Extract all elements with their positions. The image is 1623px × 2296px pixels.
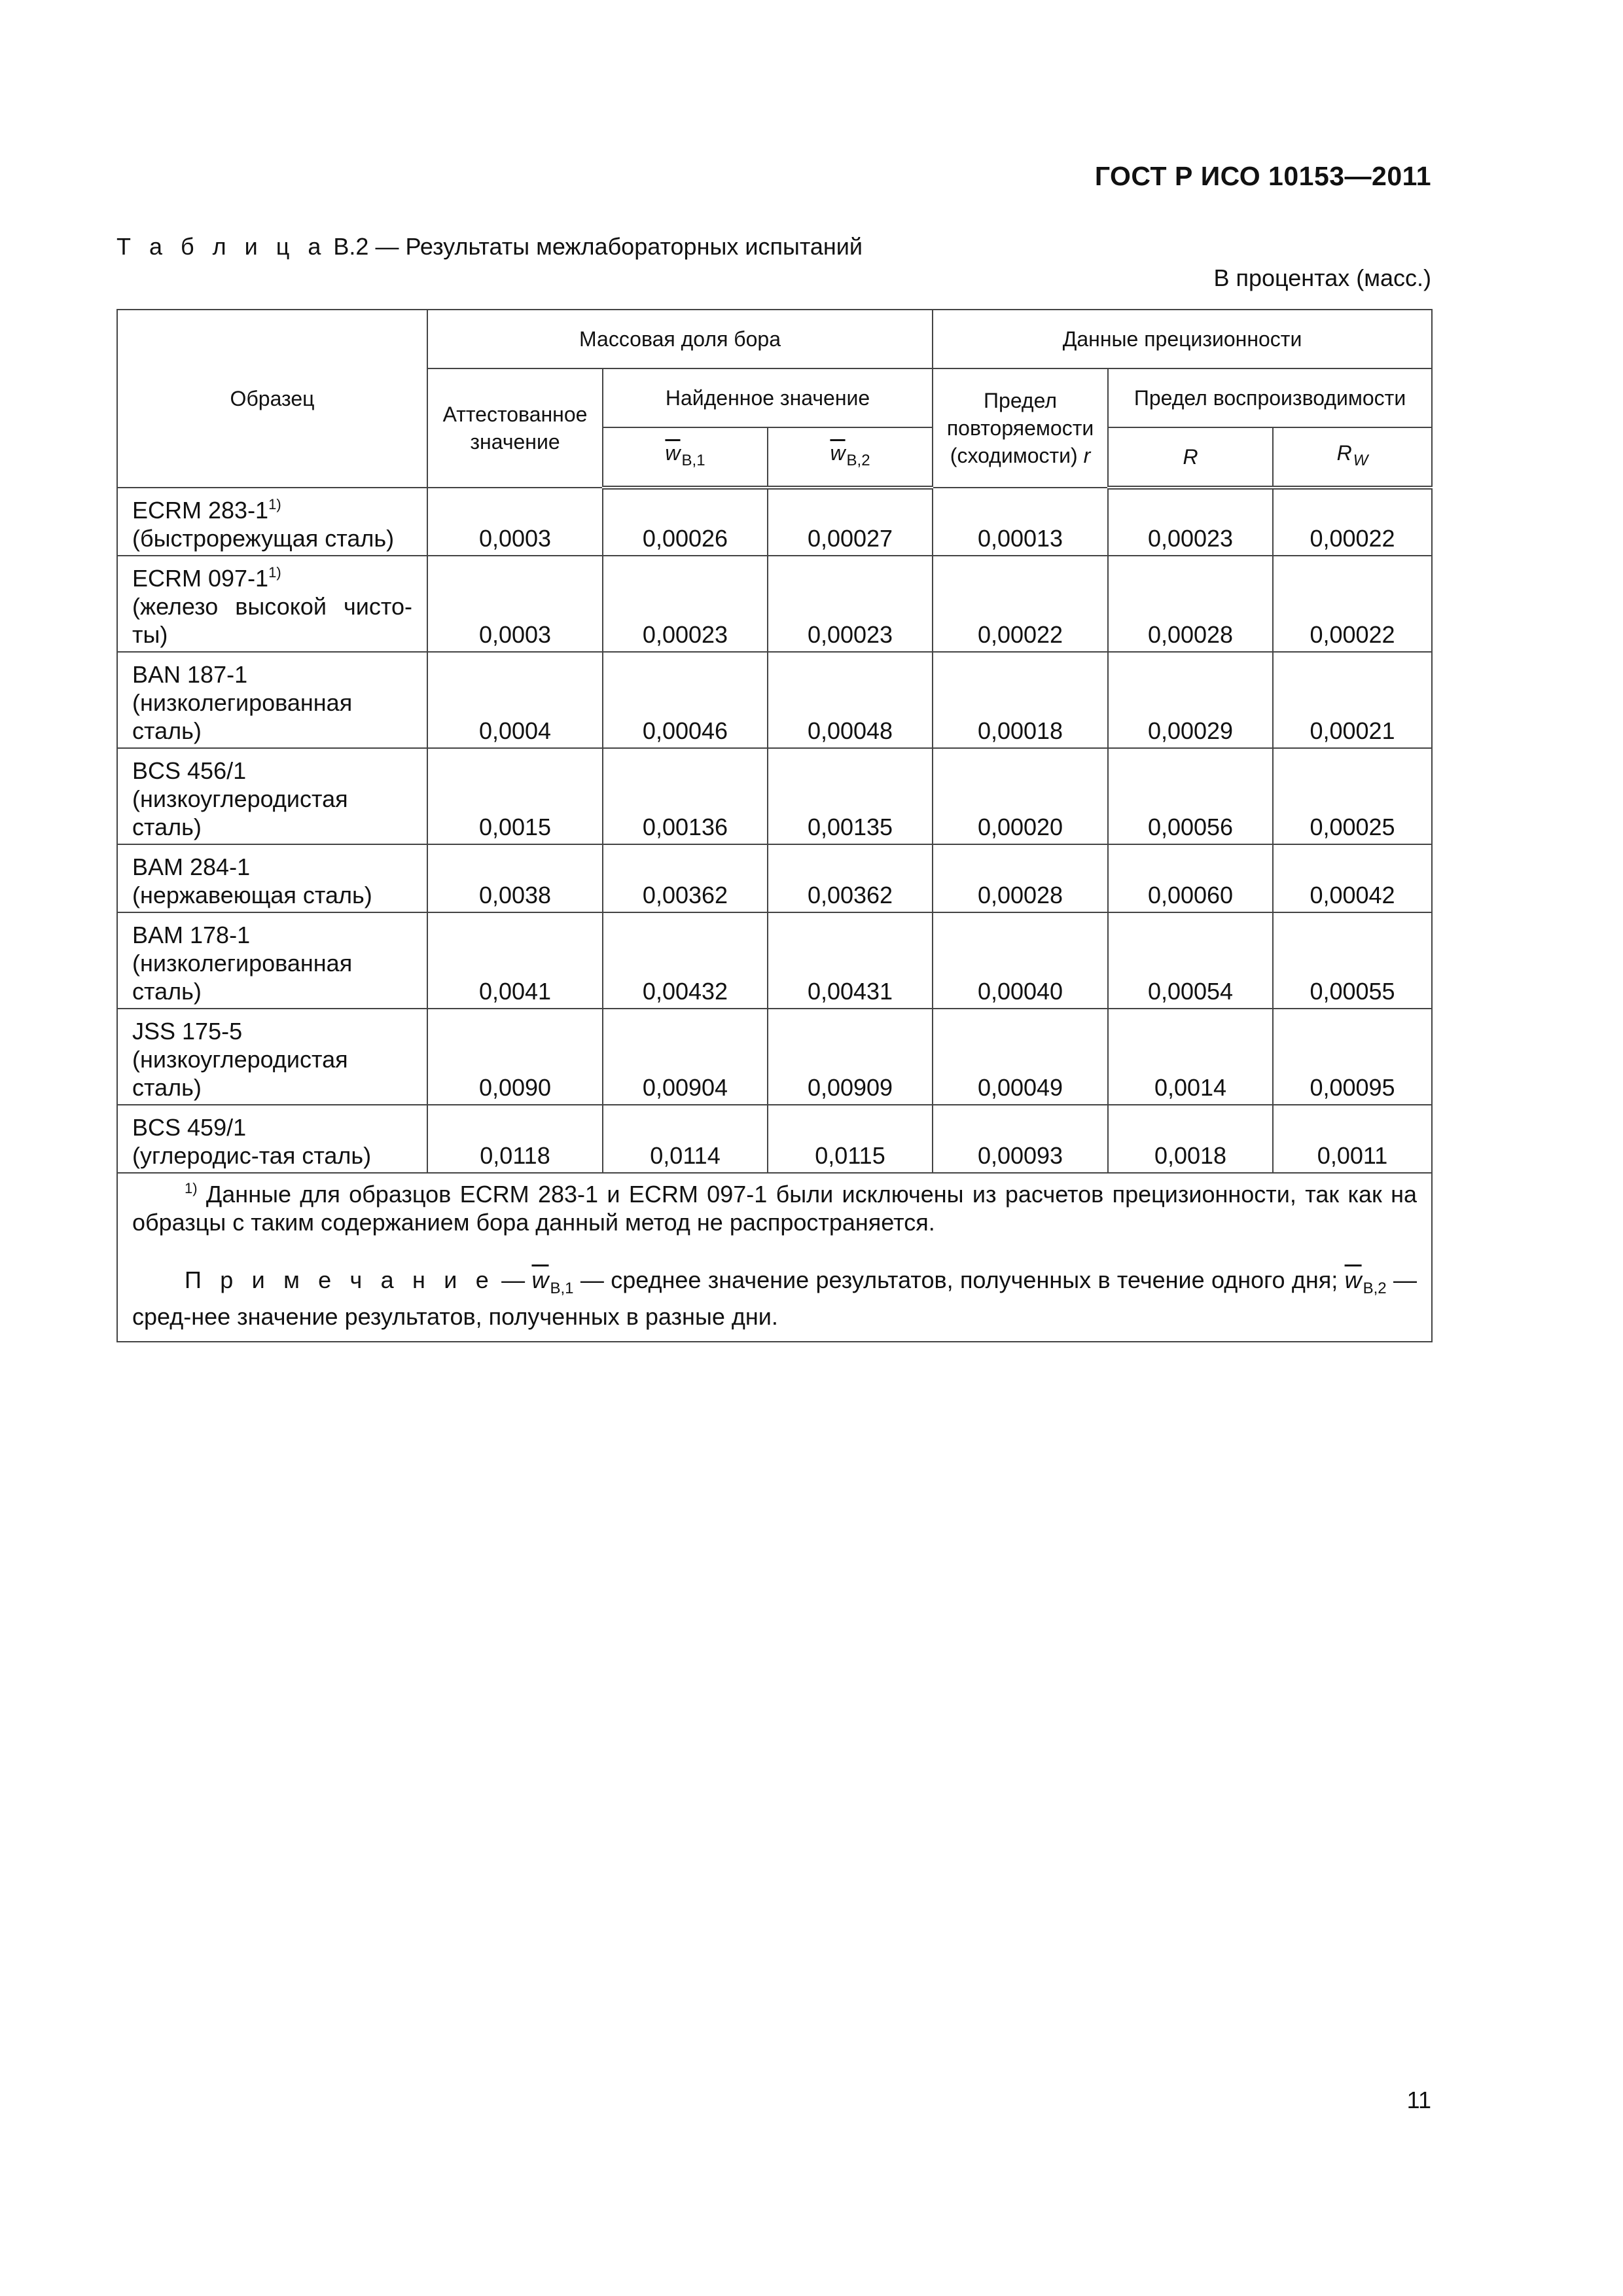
footnote-ref: 1) — [268, 496, 281, 512]
sample-code: ECRM 283-1 — [132, 497, 269, 524]
cell-sample — [117, 488, 427, 556]
cell-certified: 0,0003 — [427, 488, 603, 556]
sample-code: JSS 175-5 — [132, 1018, 243, 1045]
cell-w1: 0,00023 — [603, 556, 768, 652]
cell-certified: 0,0090 — [427, 1009, 603, 1105]
cell-sample — [117, 748, 427, 844]
cell-r: 0,00040 — [933, 912, 1108, 1009]
table-row — [117, 1009, 1432, 1105]
cell-w1: 0,00026 — [603, 488, 768, 556]
header-precision-data: Данные прецизионности — [933, 310, 1432, 368]
cell-certified: 0,0038 — [427, 844, 603, 912]
cell-R: 0,00060 — [1108, 844, 1273, 912]
cell-w2: 0,00431 — [768, 912, 933, 1009]
cell-sample — [117, 844, 427, 912]
cell-certified: 0,0004 — [427, 652, 603, 748]
header-found-value: Найденное значение — [603, 368, 933, 427]
note-text-2: — сред-нее значение результатов, полученных в разные дни. — [132, 1266, 1417, 1330]
cell-sample — [117, 652, 427, 748]
table-row — [117, 488, 1432, 556]
header-R: R — [1108, 427, 1273, 488]
table-row — [117, 1105, 1432, 1173]
table-row — [117, 912, 1432, 1009]
header-boron-mass-fraction: Массовая доля бора — [427, 310, 933, 368]
w-symbol: $\overline{w}$ — [1344, 1266, 1362, 1293]
cell-R: 0,00029 — [1108, 652, 1273, 748]
cell-R: 0,00028 — [1108, 556, 1273, 652]
cell-Rw: 0,00025 — [1273, 748, 1432, 844]
header-w-b2 — [768, 427, 933, 488]
note-dash: — — [501, 1266, 526, 1293]
notes-cell — [117, 1173, 1432, 1342]
sample-description: (низколегированная сталь) — [132, 689, 353, 744]
table-caption-text: — Результаты межлабораторных испытаний — [375, 233, 863, 260]
sample-code: ECRM 097-1 — [132, 565, 269, 592]
note — [132, 1266, 1417, 1331]
header-w-b1 — [603, 427, 768, 488]
cell-Rw: 0,00042 — [1273, 844, 1432, 912]
table-body — [117, 488, 1432, 1173]
cell-r: 0,00049 — [933, 1009, 1108, 1105]
cell-w2: 0,00048 — [768, 652, 933, 748]
cell-R: 0,0014 — [1108, 1009, 1273, 1105]
header-Rw — [1273, 427, 1432, 488]
table-caption — [116, 233, 863, 260]
repeatability-symbol: r — [1083, 444, 1091, 467]
cell-certified: 0,0015 — [427, 748, 603, 844]
sample-description: (низкоуглеродистая сталь) — [132, 785, 348, 840]
Rw-subscript: W — [1353, 452, 1368, 469]
cell-w2: 0,00362 — [768, 844, 933, 912]
sample-code: BAN 187-1 — [132, 661, 248, 688]
cell-w2: 0,0115 — [768, 1105, 933, 1173]
cell-w2: 0,00909 — [768, 1009, 933, 1105]
note-w-b2-subscript: B,2 — [1363, 1280, 1387, 1297]
cell-R: 0,0018 — [1108, 1105, 1273, 1173]
w-symbol: $\overline{w}$ — [830, 441, 846, 465]
footnote-marker: 1) — [185, 1180, 198, 1196]
note-text-1: — среднее значение результатов, полученных в течение одного дня; — [580, 1266, 1338, 1293]
header-sample: Образец — [117, 310, 427, 488]
document-header: ГОСТ Р ИСО 10153—2011 — [1094, 161, 1431, 191]
cell-Rw: 0,00022 — [1273, 488, 1432, 556]
w-b1-subscript: B,1 — [681, 452, 705, 469]
footnote-ref: 1) — [268, 564, 281, 581]
cell-r: 0,00028 — [933, 844, 1108, 912]
cell-R: 0,00054 — [1108, 912, 1273, 1009]
cell-Rw: 0,00095 — [1273, 1009, 1432, 1105]
sample-code: BCS 459/1 — [132, 1114, 247, 1141]
header-certified-value: Аттестованное значение — [427, 368, 603, 488]
cell-r: 0,00018 — [933, 652, 1108, 748]
w-symbol: $\overline{w}$ — [665, 441, 681, 465]
cell-Rw: 0,0011 — [1273, 1105, 1432, 1173]
cell-R: 0,00023 — [1108, 488, 1273, 556]
sample-description: (нержавеющая сталь) — [132, 882, 372, 908]
Rw-symbol: R — [1336, 441, 1352, 465]
sample-code: BCS 456/1 — [132, 757, 247, 784]
cell-sample — [117, 912, 427, 1009]
cell-w1: 0,00136 — [603, 748, 768, 844]
cell-Rw: 0,00055 — [1273, 912, 1432, 1009]
sample-description: (быстрорежущая сталь) — [132, 525, 395, 552]
sample-description: (низкоуглеродистая сталь) — [132, 1046, 348, 1101]
sample-code: BAM 284-1 — [132, 853, 251, 880]
cell-w2: 0,00027 — [768, 488, 933, 556]
table-caption-number: В.2 — [333, 233, 369, 260]
cell-w1: 0,0114 — [603, 1105, 768, 1173]
w-b2-subscript: B,2 — [846, 452, 870, 469]
cell-r: 0,00022 — [933, 556, 1108, 652]
sample-description: (углеродис-тая сталь) — [132, 1142, 372, 1169]
cell-Rw: 0,00022 — [1273, 556, 1432, 652]
table-header — [117, 310, 1432, 488]
cell-w2: 0,00135 — [768, 748, 933, 844]
cell-sample — [117, 1105, 427, 1173]
table-row — [117, 844, 1432, 912]
cell-certified: 0,0003 — [427, 556, 603, 652]
cell-certified: 0,0118 — [427, 1105, 603, 1173]
units-label: В процентах (масс.) — [1213, 264, 1431, 291]
header-reproducibility-limit: Предел воспроизводимости — [1108, 368, 1432, 427]
cell-w1: 0,00432 — [603, 912, 768, 1009]
repeatability-label: Предел повторяемости (сходимости) — [946, 389, 1094, 467]
cell-sample — [117, 1009, 427, 1105]
sample-code: BAM 178-1 — [132, 922, 251, 948]
cell-sample — [117, 556, 427, 652]
w-symbol: $\overline{w}$ — [531, 1266, 549, 1293]
sample-description: (низколегированная сталь) — [132, 950, 353, 1005]
table-row — [117, 748, 1432, 844]
footnote — [132, 1180, 1417, 1236]
cell-r: 0,00093 — [933, 1105, 1108, 1173]
table-caption-label: Т а б л и ц а — [116, 233, 327, 260]
cell-Rw: 0,00021 — [1273, 652, 1432, 748]
cell-r: 0,00013 — [933, 488, 1108, 556]
cell-r: 0,00020 — [933, 748, 1108, 844]
sample-description: (железо высокой чисто-ты) — [132, 593, 412, 648]
note-w-b1-subscript: B,1 — [550, 1280, 574, 1297]
cell-certified: 0,0041 — [427, 912, 603, 1009]
note-label: П р и м е ч а н и е — [185, 1266, 495, 1293]
table-notes — [117, 1173, 1432, 1342]
cell-w2: 0,00023 — [768, 556, 933, 652]
cell-R: 0,00056 — [1108, 748, 1273, 844]
header-repeatability-limit — [933, 368, 1108, 488]
results-table — [116, 309, 1433, 1342]
table-row — [117, 556, 1432, 652]
footnote-text: Данные для образцов ECRM 283-1 и ECRM 097-1 были исключены из расчетов прецизионности, так как на образцы с таким содержанием бора данный метод не распространяется. — [132, 1181, 1417, 1236]
cell-w1: 0,00904 — [603, 1009, 768, 1105]
table-row — [117, 652, 1432, 748]
cell-w1: 0,00362 — [603, 844, 768, 912]
page-number: 11 — [1406, 2087, 1431, 2113]
cell-w1: 0,00046 — [603, 652, 768, 748]
